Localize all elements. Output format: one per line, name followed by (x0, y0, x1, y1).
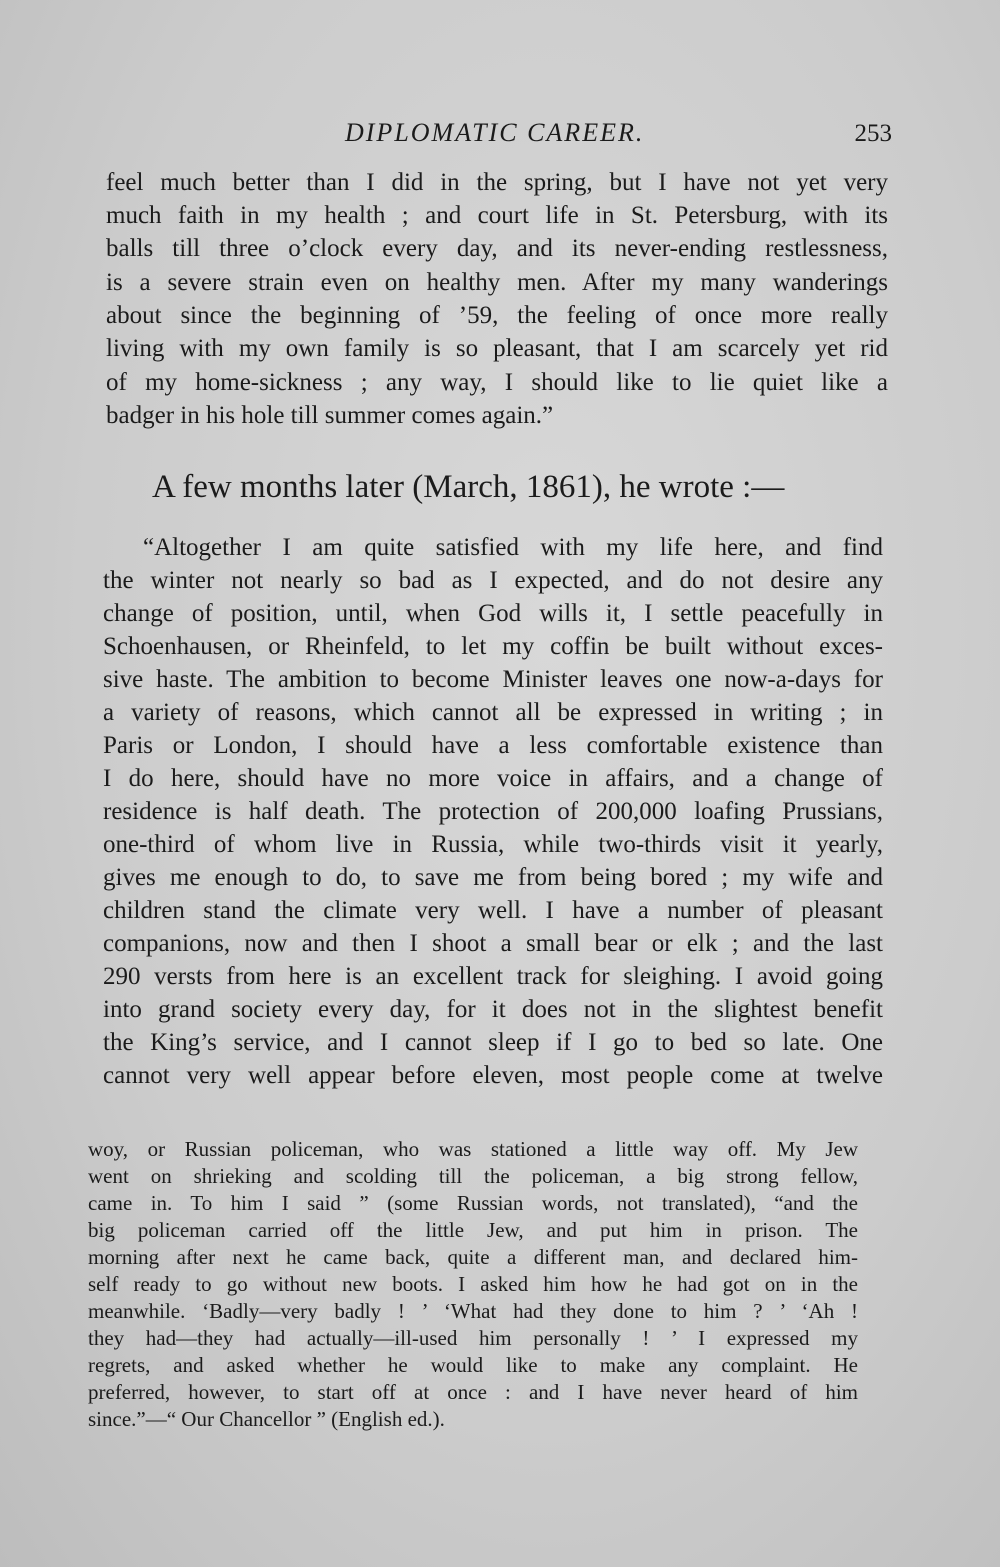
text-line: I do here, should have no more voice in affairs, and a change of (103, 765, 883, 792)
footnote-line: woy, or Russian policeman, who was stationed a little way off. My Jew (88, 1137, 858, 1161)
text-line: of my home-sickness ; any way, I should like to lie quiet like a (106, 369, 888, 396)
text-line: feel much better than I did in the spring, but I have not yet very (106, 169, 888, 196)
text-line: companions, now and then I shoot a small bear or elk ; and the last (103, 930, 883, 957)
footnote-line: they had—they had actually—ill-used him personally ! ’ I expressed my (88, 1326, 858, 1350)
text-line: is a severe strain even on healthy men. After my many wanderings (106, 269, 888, 296)
footnote-line: regrets, and asked whether he would like to make any complaint. He (88, 1353, 858, 1377)
text-line: Paris or London, I should have a less comfortable existence than (103, 732, 883, 759)
section-heading: A few months later (March, 1861), he wrote :— (152, 469, 785, 505)
running-head (0, 118, 1000, 158)
footnote-line: self ready to go without new boots. I asked him how he had got on in the (88, 1272, 858, 1296)
text-line: into grand society every day, for it does not in the slightest benefit (103, 996, 883, 1023)
text-line: balls till three o’clock every day, and its never-ending restlessness, (106, 235, 888, 262)
text-line: change of position, until, when God wills it, I settle peacefully in (103, 600, 883, 627)
text-line: cannot very well appear before eleven, most people come at twelve (103, 1062, 883, 1089)
footnote-line: since.”—“ Our Chancellor ” (English ed.). (88, 1407, 445, 1431)
text-line: one-third of whom live in Russia, while two-thirds visit it yearly, (103, 831, 883, 858)
text-line: about since the beginning of ’59, the feeling of once more really (106, 302, 888, 329)
text-line: the King’s service, and I cannot sleep if I go to bed so late. One (103, 1029, 883, 1056)
text-line: Schoenhausen, or Rheinfeld, to let my coffin be built without exces- (103, 633, 883, 660)
text-line: gives me enough to do, to save me from being bored ; my wife and (103, 864, 883, 891)
text-line: the winter not nearly so bad as I expected, and do not desire any (103, 567, 883, 594)
text-line: sive haste. The ambition to become Minister leaves one now-a-days for (103, 666, 883, 693)
text-line: a variety of reasons, which cannot all be expressed in writing ; in (103, 699, 883, 726)
footnote-line: preferred, however, to start off at once : and I have never heard of him (88, 1380, 858, 1404)
text-line: “Altogether I am quite satisfied with my life here, and find (143, 534, 883, 561)
running-title: DIPLOMATIC CAREER. (345, 118, 645, 147)
page-number: 253 (854, 120, 892, 147)
text-line: living with my own family is so pleasant, that I am scarcely yet rid (106, 335, 888, 362)
footnote-line: came in. To him I said ” (some Russian words, not translated), “and the (88, 1191, 858, 1215)
text-line: residence is half death. The protection of 200,000 loafing Prussians, (103, 798, 883, 825)
text-line: much faith in my health ; and court life in St. Petersburg, with its (106, 202, 888, 229)
footnote-line: meanwhile. ‘Badly—very badly ! ’ ‘What had they done to him ? ’ ‘Ah ! (88, 1299, 858, 1323)
footnote-line: big policeman carried off the little Jew, and put him in prison. The (88, 1218, 858, 1242)
text-line: 290 versts from here is an excellent track for sleighing. I avoid going (103, 963, 883, 990)
footnote-line: morning after next he came back, quite a different man, and declared him- (88, 1245, 858, 1269)
text-line: badger in his hole till summer comes again.” (106, 402, 554, 429)
text-line: children stand the climate very well. I have a number of pleasant (103, 897, 883, 924)
footnote-line: went on shrieking and scolding till the policeman, a big strong fellow, (88, 1164, 858, 1188)
